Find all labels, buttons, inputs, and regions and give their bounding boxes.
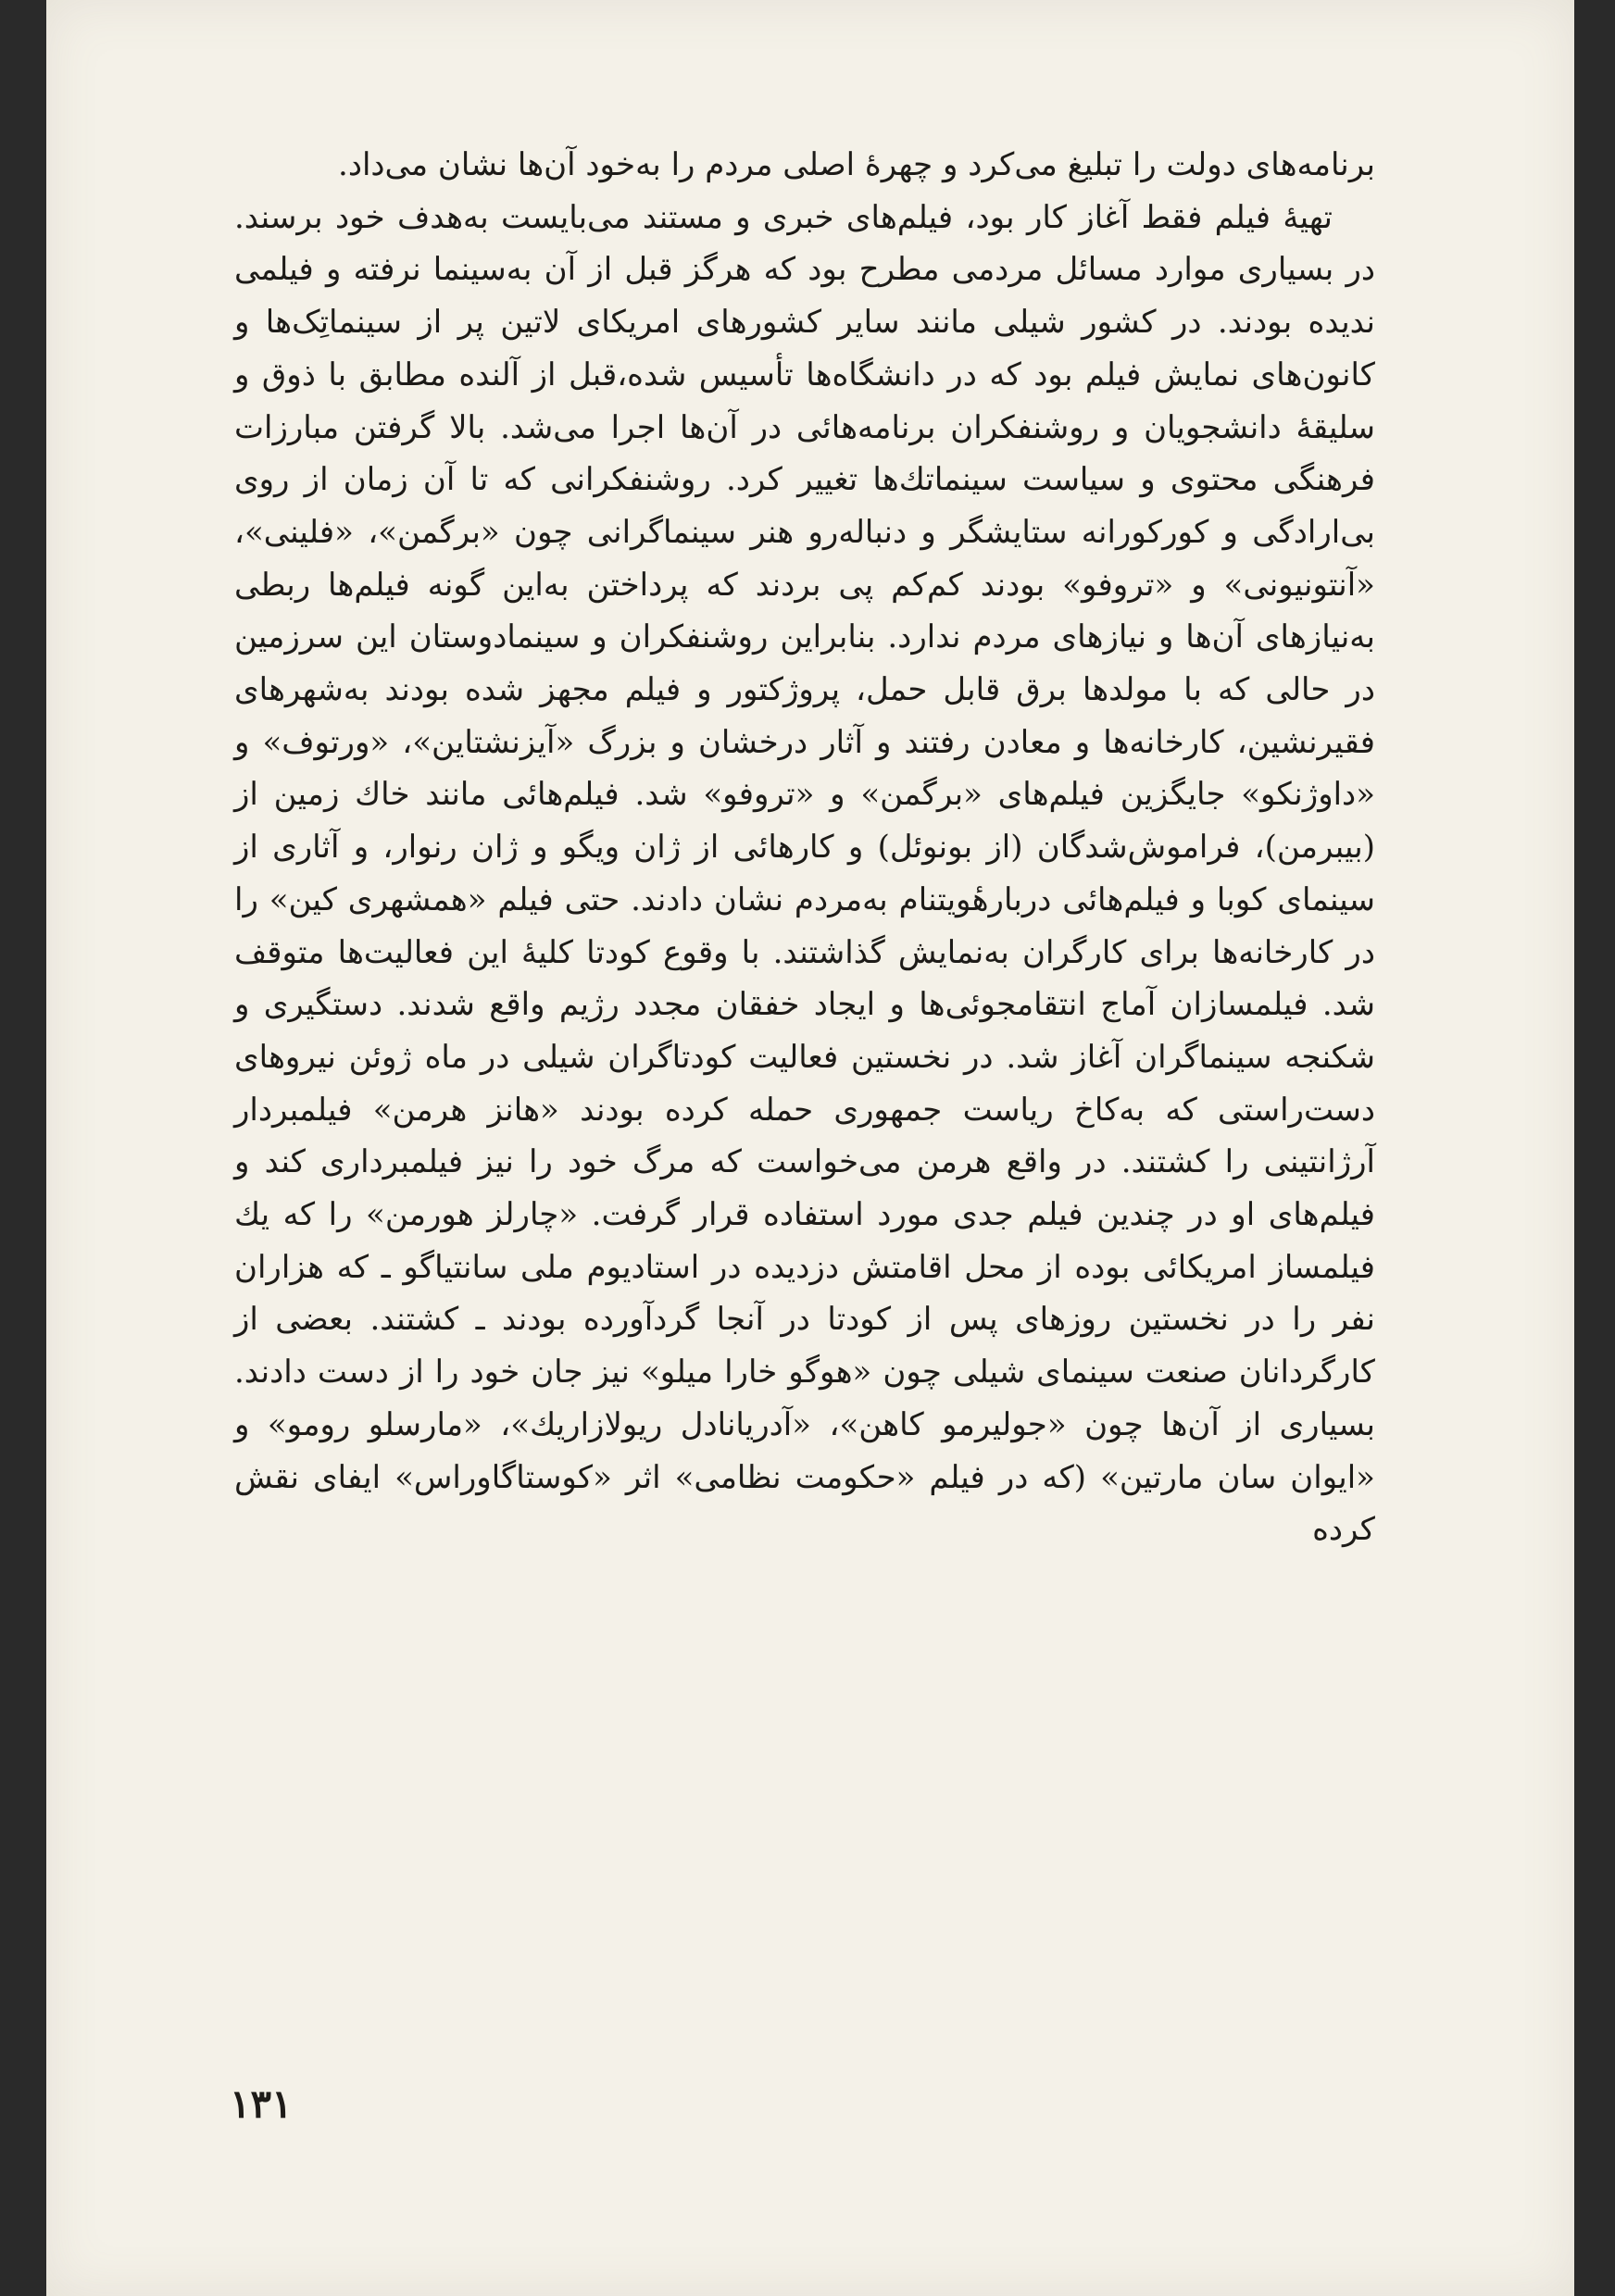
paragraph-2: تهیهٔ فیلم فقط آغاز کار بود، فیلم‌های خبری و مستند می‌بایست به‌هدف خود برسند. در بسیاری موارد مسائل مردمی مطرح بود که هرگز قبل از آن به‌سینما نرفته و فیلمی ندیده بودند. در کشور شیلی مانند سایر کشورهای امریکای لاتین پر از سینماتِک‌ها و کانون‌های نمایش فیلم بود که در دانشگاه‌ها تأسیس شده،قبل از آلنده مطابق با ذوق و سلیقهٔ دانشجویان و روشنفکران برنامه‌هائی در آن‌ها اجرا می‌شد. بالا گرفتن مبارزات فرهنگی محتوی و سیاست سینماتك‌ها تغییر کرد. روشنفکرانی که تا آن زمان از روی بی‌ارادگی و کورکورانه ستایشگر و دنباله‌رو هنر سینماگرانی چون «برگمن»، «فلینی»، «آنتونیونی» و «تروفو» بودند کم‌کم پی بردند که پرداختن به‌این گونه فیلم‌ها ربطی به‌نیازهای آن‌ها و نیازهای مردم ندارد. بنابراین روشنفکران و سینمادوستان این سرزمین در حالی که با مولدها برق قابل حمل، پروژکتور و فیلم مجهز شده بودند به‌شهرهای فقیرنشین، کارخانه‌ها و معادن رفتند و آثار درخشان و بزرگ «آیزنشتاین»، «ورتوف» و «داوژنکو» جایگزین فیلم‌های «برگمن» و «تروفو» شد. فیلم‌هائی مانند خاك زمین از (بیبرمن)، فراموش‌شدگان (از بونوئل) و کارهائی از ژان ویگو و ژان رنوار، و آثاری از سینمای کوبا و فیلم‌هائی دربارهٔویتنام به‌مردم نشان دادند. حتی فیلم «همشهری کین» را در کارخانه‌ها برای کارگران به‌نمایش گذاشتند. با وقوع کودتا کلیهٔ این فعالیت‌ها متوقف شد. فیلمسازان آماج انتقامجوئی‌ها و ایجاد خفقان مجدد رژیم واقع شدند. دستگیری و شکنجه سینماگران آغاز شد. در نخستین فعالیت کودتاگران شیلی در ماه ژوئن نیروهای دست‌راستی که به‌کاخ ریاست جمهوری حمله کرده بودند «هانز هرمن» فیلمبردار آرژانتینی را کشتند. در واقع هرمن می‌خواست که مرگ خود را نیز فیلمبرداری کند و فیلم‌های او در چندین فیلم جدی مورد استفاده قرار گرفت. «چارلز هورمن» را که یك فیلمساز امریکائی بوده از محل اقامتش دزدیده در استادیوم ملی سانتیاگو ـ که هزاران نفر را در نخستین روزهای پس از کودتا در آنجا گردآورده بودند ـ کشتند. بعضی از کارگردانان صنعت سینمای شیلی چون «هوگو خارا میلو» نیز جان خود را از دست دادند. بسیاری از آن‌ها چون «جولیرمو کاهن»، «آدریانادل ریولازاریك»، «مارسلو رومو» و «ایوان سان مارتین» (که در فیلم «حکومت نظامی» اثر «کوستاگاوراس» ایفای نقش کرده [234,198,1375,1549]
book-page [46,0,1574,2296]
paragraph-1: برنامه‌های دولت را تبلیغ می‌کرد و چهرهٔ اصلی مردم را به‌خود آن‌ها نشان می‌داد. [338,146,1375,183]
page-number: ۱۳۱ [230,2081,293,2127]
body-text [234,139,1375,1556]
